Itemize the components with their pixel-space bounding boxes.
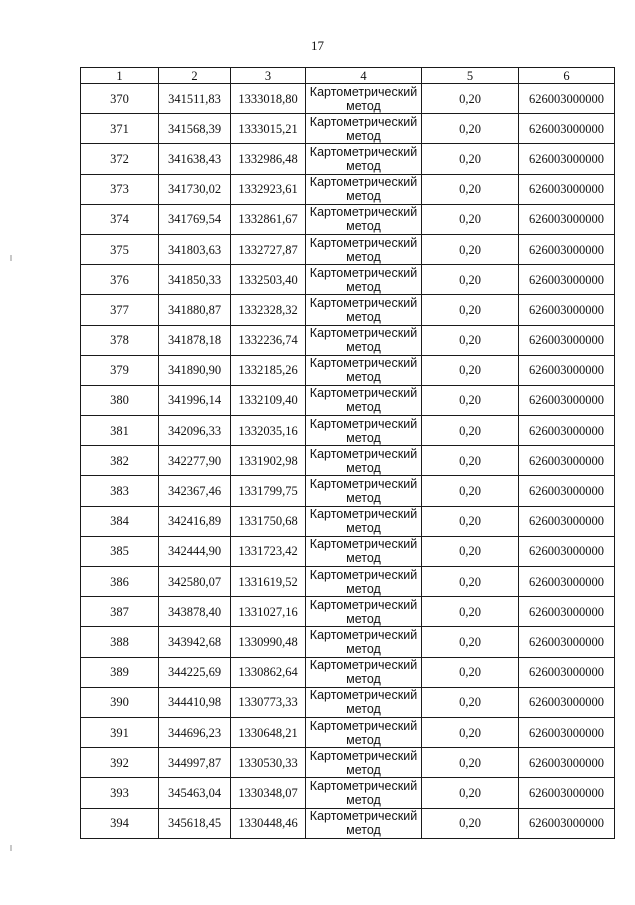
method-cell [306,657,422,687]
table-row [81,597,615,627]
method-line-2: метод [346,400,381,415]
code-cell: 626003000000 [519,627,615,657]
method-cell [306,416,422,446]
method-line-2: метод [346,219,381,234]
accuracy-cell: 0,20 [422,295,519,325]
method-cell [306,476,422,506]
x-coordinate-cell: 343878,40 [159,597,231,627]
code-cell: 626003000000 [519,416,615,446]
method-line-2: метод [346,792,381,807]
method-cell [306,717,422,747]
point-number-cell: 381 [81,416,159,446]
code-cell: 626003000000 [519,385,615,415]
method-line-1: Картометрический [309,597,418,612]
accuracy-cell: 0,20 [422,144,519,174]
method-line-1: Картометрический [309,386,418,401]
column-header: 2 [159,68,231,84]
point-number-cell: 373 [81,174,159,204]
accuracy-cell: 0,20 [422,174,519,204]
code-cell: 626003000000 [519,808,615,838]
y-coordinate-cell: 1330530,33 [231,748,306,778]
code-cell: 626003000000 [519,597,615,627]
point-number-cell: 372 [81,144,159,174]
accuracy-cell: 0,20 [422,536,519,566]
method-line-2: метод [346,158,381,173]
code-cell: 626003000000 [519,234,615,264]
method-line-2: метод [346,430,381,445]
method-line-1: Картометрический [309,567,418,582]
x-coordinate-cell: 342367,46 [159,476,231,506]
table-row [81,748,615,778]
y-coordinate-cell: 1330990,48 [231,627,306,657]
accuracy-cell: 0,20 [422,385,519,415]
code-cell: 626003000000 [519,265,615,295]
method-line-2: метод [346,762,381,777]
y-coordinate-cell: 1331619,52 [231,567,306,597]
y-coordinate-cell: 1332727,87 [231,234,306,264]
method-line-1: Картометрический [309,627,418,642]
method-line-1: Картометрический [309,326,418,341]
table-row [81,385,615,415]
method-line-1: Картометрический [309,295,418,310]
y-coordinate-cell: 1332185,26 [231,355,306,385]
code-cell: 626003000000 [519,536,615,566]
table-row [81,717,615,747]
table-row [81,325,615,355]
accuracy-cell: 0,20 [422,234,519,264]
point-number-cell: 378 [81,325,159,355]
column-header: 5 [422,68,519,84]
method-line-2: метод [346,823,381,838]
method-cell [306,114,422,144]
x-coordinate-cell: 345618,45 [159,808,231,838]
table-row [81,355,615,385]
method-line-2: метод [346,98,381,113]
code-cell: 626003000000 [519,355,615,385]
x-coordinate-cell: 342444,90 [159,536,231,566]
point-number-cell: 392 [81,748,159,778]
accuracy-cell: 0,20 [422,687,519,717]
method-line-1: Картометрический [309,477,418,492]
point-number-cell: 384 [81,506,159,536]
accuracy-cell: 0,20 [422,748,519,778]
code-cell: 626003000000 [519,446,615,476]
point-number-cell: 380 [81,385,159,415]
point-number-cell: 389 [81,657,159,687]
method-cell [306,295,422,325]
code-cell: 626003000000 [519,114,615,144]
y-coordinate-cell: 1332986,48 [231,144,306,174]
point-number-cell: 385 [81,536,159,566]
method-line-2: метод [346,249,381,264]
y-coordinate-cell: 1330448,46 [231,808,306,838]
y-coordinate-cell: 1332035,16 [231,416,306,446]
code-cell: 626003000000 [519,778,615,808]
y-coordinate-cell: 1332861,67 [231,204,306,234]
method-line-1: Картометрический [309,84,418,99]
point-number-cell: 377 [81,295,159,325]
y-coordinate-cell: 1332923,61 [231,174,306,204]
table-row [81,295,615,325]
method-cell [306,234,422,264]
table-row [81,234,615,264]
x-coordinate-cell: 342096,33 [159,416,231,446]
point-number-cell: 371 [81,114,159,144]
method-line-2: метод [346,521,381,536]
method-line-2: метод [346,340,381,355]
table-row [81,476,615,506]
x-coordinate-cell: 341850,33 [159,265,231,295]
table-row [81,265,615,295]
x-coordinate-cell: 343942,68 [159,627,231,657]
method-line-2: метод [346,672,381,687]
accuracy-cell: 0,20 [422,717,519,747]
code-cell: 626003000000 [519,657,615,687]
point-number-cell: 394 [81,808,159,838]
y-coordinate-cell: 1330648,21 [231,717,306,747]
x-coordinate-cell: 341511,83 [159,84,231,114]
point-number-cell: 393 [81,778,159,808]
method-cell [306,597,422,627]
point-number-cell: 376 [81,265,159,295]
accuracy-cell: 0,20 [422,416,519,446]
table-row [81,204,615,234]
method-cell [306,687,422,717]
method-cell [306,808,422,838]
method-cell [306,355,422,385]
y-coordinate-cell: 1331799,75 [231,476,306,506]
accuracy-cell: 0,20 [422,778,519,808]
accuracy-cell: 0,20 [422,446,519,476]
x-coordinate-cell: 341730,02 [159,174,231,204]
code-cell: 626003000000 [519,476,615,506]
table-body [81,84,615,839]
scan-margin-mark [10,255,12,261]
x-coordinate-cell: 341996,14 [159,385,231,415]
method-cell [306,265,422,295]
x-coordinate-cell: 345463,04 [159,778,231,808]
code-cell: 626003000000 [519,174,615,204]
code-cell: 626003000000 [519,506,615,536]
table-row [81,416,615,446]
x-coordinate-cell: 344696,23 [159,717,231,747]
method-cell [306,536,422,566]
y-coordinate-cell: 1332109,40 [231,385,306,415]
method-cell [306,748,422,778]
method-cell [306,385,422,415]
x-coordinate-cell: 341638,43 [159,144,231,174]
method-line-1: Картометрический [309,507,418,522]
method-line-1: Картометрический [309,416,418,431]
table-row [81,627,615,657]
y-coordinate-cell: 1333018,80 [231,84,306,114]
method-line-1: Картометрический [309,748,418,763]
coordinates-table [80,67,615,839]
method-line-2: метод [346,641,381,656]
y-coordinate-cell: 1330862,64 [231,657,306,687]
table-row [81,114,615,144]
method-line-2: метод [346,732,381,747]
y-coordinate-cell: 1331902,98 [231,446,306,476]
column-header: 1 [81,68,159,84]
accuracy-cell: 0,20 [422,506,519,536]
method-line-2: метод [346,551,381,566]
x-coordinate-cell: 344225,69 [159,657,231,687]
method-cell [306,174,422,204]
method-line-1: Картометрический [309,144,418,159]
y-coordinate-cell: 1332236,74 [231,325,306,355]
y-coordinate-cell: 1332503,40 [231,265,306,295]
method-line-1: Картометрический [309,809,418,824]
method-line-1: Картометрический [309,175,418,190]
x-coordinate-cell: 342580,07 [159,567,231,597]
table-row [81,144,615,174]
method-line-2: метод [346,460,381,475]
scan-margin-mark [10,845,12,851]
accuracy-cell: 0,20 [422,204,519,234]
column-header: 6 [519,68,615,84]
point-number-cell: 391 [81,717,159,747]
x-coordinate-cell: 341803,63 [159,234,231,264]
table-row [81,687,615,717]
accuracy-cell: 0,20 [422,355,519,385]
method-line-1: Картометрический [309,205,418,220]
x-coordinate-cell: 344997,87 [159,748,231,778]
method-line-2: метод [346,189,381,204]
method-cell [306,446,422,476]
page-number: 17 [311,38,324,53]
point-number-cell: 388 [81,627,159,657]
y-coordinate-cell: 1333015,21 [231,114,306,144]
code-cell: 626003000000 [519,144,615,174]
code-cell: 626003000000 [519,687,615,717]
point-number-cell: 383 [81,476,159,506]
accuracy-cell: 0,20 [422,114,519,144]
point-number-cell: 370 [81,84,159,114]
y-coordinate-cell: 1330773,33 [231,687,306,717]
code-cell: 626003000000 [519,748,615,778]
method-cell [306,506,422,536]
table-row [81,808,615,838]
point-number-cell: 375 [81,234,159,264]
x-coordinate-cell: 341769,54 [159,204,231,234]
accuracy-cell: 0,20 [422,657,519,687]
y-coordinate-cell: 1331750,68 [231,506,306,536]
accuracy-cell: 0,20 [422,597,519,627]
x-coordinate-cell: 341890,90 [159,355,231,385]
method-line-1: Картометрический [309,235,418,250]
code-cell: 626003000000 [519,717,615,747]
table-row [81,174,615,204]
accuracy-cell: 0,20 [422,265,519,295]
code-cell: 626003000000 [519,295,615,325]
method-cell [306,627,422,657]
code-cell: 626003000000 [519,325,615,355]
accuracy-cell: 0,20 [422,627,519,657]
code-cell: 626003000000 [519,84,615,114]
method-line-1: Картометрический [309,114,418,129]
column-header: 3 [231,68,306,84]
method-line-1: Картометрический [309,537,418,552]
x-coordinate-cell: 341878,18 [159,325,231,355]
accuracy-cell: 0,20 [422,476,519,506]
x-coordinate-cell: 342416,89 [159,506,231,536]
point-number-cell: 387 [81,597,159,627]
method-cell [306,778,422,808]
method-line-1: Картометрический [309,718,418,733]
y-coordinate-cell: 1331027,16 [231,597,306,627]
x-coordinate-cell: 342277,90 [159,446,231,476]
method-line-2: метод [346,279,381,294]
point-number-cell: 374 [81,204,159,234]
method-line-2: метод [346,702,381,717]
method-line-1: Картометрический [309,446,418,461]
accuracy-cell: 0,20 [422,325,519,355]
table-row [81,536,615,566]
table-row [81,506,615,536]
x-coordinate-cell: 341880,87 [159,295,231,325]
method-cell [306,204,422,234]
point-number-cell: 382 [81,446,159,476]
accuracy-cell: 0,20 [422,808,519,838]
method-line-2: метод [346,370,381,385]
method-line-2: метод [346,128,381,143]
y-coordinate-cell: 1330348,07 [231,778,306,808]
method-line-1: Картометрический [309,356,418,371]
table-row [81,446,615,476]
code-cell: 626003000000 [519,567,615,597]
method-line-1: Картометрический [309,778,418,793]
method-cell [306,144,422,174]
accuracy-cell: 0,20 [422,84,519,114]
method-cell [306,84,422,114]
code-cell: 626003000000 [519,204,615,234]
x-coordinate-cell: 344410,98 [159,687,231,717]
accuracy-cell: 0,20 [422,567,519,597]
method-cell [306,325,422,355]
y-coordinate-cell: 1332328,32 [231,295,306,325]
method-line-2: метод [346,491,381,506]
table-row [81,657,615,687]
x-coordinate-cell: 341568,39 [159,114,231,144]
point-number-cell: 386 [81,567,159,597]
table-row [81,567,615,597]
method-line-1: Картометрический [309,265,418,280]
table-row [81,778,615,808]
table-row [81,84,615,114]
y-coordinate-cell: 1331723,42 [231,536,306,566]
method-line-2: метод [346,611,381,626]
point-number-cell: 390 [81,687,159,717]
method-line-2: метод [346,309,381,324]
table-header-row [81,68,615,84]
method-cell [306,567,422,597]
point-number-cell: 379 [81,355,159,385]
method-line-1: Картометрический [309,688,418,703]
method-line-1: Картометрический [309,658,418,673]
method-line-2: метод [346,581,381,596]
column-header: 4 [306,68,422,84]
